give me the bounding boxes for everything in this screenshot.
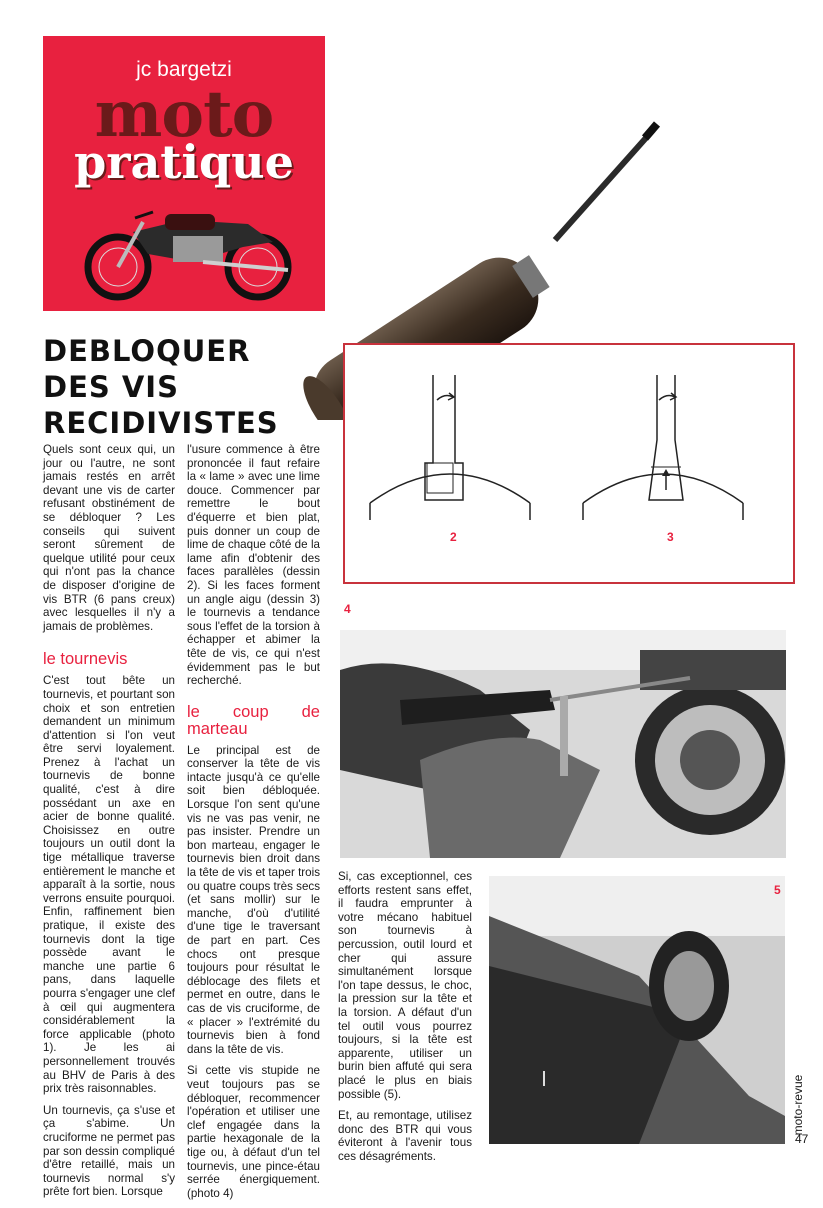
text-column-2: [187, 443, 320, 1208]
screwdriver-diagrams: [345, 345, 793, 582]
paragraph: Si, cas exceptionnel, ces efforts restent sans effet, il faudra emprunter à votre mécano habituel son tournevis à percussion, outil lourd et cher qui assure simultanément lorsque l'on tape dessus, le choc, la pression sur la tête et la torsion. A défaut d'un tel outil vous pourrez toujours, si la tête est apparente, utiliser un burin bien affuté qui sera placé le plus en biais possible (5).: [338, 870, 472, 1101]
intro-paragraph: Quels sont ceux qui, un jour ou l'autre, ne sont jamais restés en arrêt devant une vis de carter refusant obstinément de se débloquer ? Les conseils qui suivent seront sûrement de quelque utilité pour ceux qui n'ont pas la chance de disposer d'origine de vis BTR (6 pans creux) avec lesquelles il n'y a jamais de problèmes.: [43, 443, 175, 633]
photo-chisel: [489, 876, 785, 1144]
section-heading: le coup de marteau: [187, 702, 320, 738]
magazine-name-text: moto-revue: [791, 1074, 805, 1136]
text-column-1: [43, 443, 175, 1207]
photo-hand-screwdriver: [340, 630, 786, 858]
motorcycle-image: [73, 192, 303, 302]
diagram-frame: [343, 343, 795, 584]
paragraph: Le principal est de conserver la tête de vis intacte jusqu'à ce qu'elle soit bien débloquée. Lorsque l'on sent qu'une vis ne vas pas venir, ne pas insister. Prendre un bon marteau, engager le tournevis bien droit dans la tête de vis et taper trois ou quatre coups très secs (et sans mollir) sur le manche, d'où d'utilité d'une tige le traversant de part en part. Ces chocs ont presque toujours pour résultat le déblocage des filets et permet en outre, dans le cas de vis cruciforme, de « placer » l'extrémité du tournevis bien à fond dans la tête de vis.: [187, 743, 320, 1056]
article-headline: [43, 333, 279, 441]
figure-number: 5: [774, 883, 781, 897]
figure-number: 4: [344, 602, 351, 616]
author-name: jc bargetzi: [136, 58, 232, 81]
figure-number: 2: [450, 530, 457, 544]
headline-line: DES VIS: [43, 370, 179, 404]
paragraph: C'est tout bête un tournevis, et pourtant son choix et son entretien demandent un minimum d'attention si l'on veut être servi loyalement. Prenez à l'achat un tournevis de bonne qualité, c'est à dire possédant un axe en acier de bonne qualité. Choisissez en outre toujours un outil dont la tige métallique traverse entièrement le manche et apparaît à la sortie, nous verrons ensuite pourquoi. Enfin, raffinement bien pratique, il existe des tournevis dont la tige possède avant le manche une partie 6 pans, dans laquelle pourra s'engager une clef à œil qui augmentera considérablement la force applicable (photo 1). Je les ai personnellement trouvés au BHV de Paris à des prix très raisonnables.: [43, 674, 175, 1096]
headline-line: DEBLOQUER: [43, 334, 251, 368]
paragraph: Et, au remontage, utilisez donc des BTR qui vous éviteront à l'avenir tous ces désagréments.: [338, 1109, 472, 1163]
section-heading: le tournevis: [43, 650, 128, 669]
text-column-3: [338, 870, 472, 1171]
figure-number: 3: [667, 530, 674, 544]
column-title-pratique: pratique: [74, 135, 294, 189]
paragraph: Un tournevis, ça s'use et ça s'abime. Un cruciforme ne permet pas par son dessin compliqué d'être retaillé, mais un tournevis normal s'y prête fort bien. Lorsque: [43, 1103, 175, 1199]
paragraph: l'usure commence à être prononcée il faut refaire la « lame » avec une lime douce. Commencer par remettre le bout d'équerre et bien plat, puis donner un coup de lime de chaque côté de la lame afin d'obtenir des faces parallèles (dessin 2). Si les faces forment un angle aigu (dessin 3) le tournevis a tendance sous l'effet de la torsion à échapper et abimer la tête de vis, ce qui n'est évidemment pas le but recherché.: [187, 443, 320, 688]
title-box: [43, 36, 325, 311]
column-title-moto: moto: [94, 77, 274, 152]
headline-line: RECIDIVISTES: [43, 406, 279, 440]
paragraph: Si cette vis stupide ne veut toujours pas se débloquer, recommencer l'opération et utiliser une clef engagée dans la partie hexagonale de la tige ou, à défaut d'un tel tournevis, une pince-étau serrée énergiquement. (photo 4): [187, 1064, 320, 1200]
page-number: 47: [795, 1132, 809, 1146]
